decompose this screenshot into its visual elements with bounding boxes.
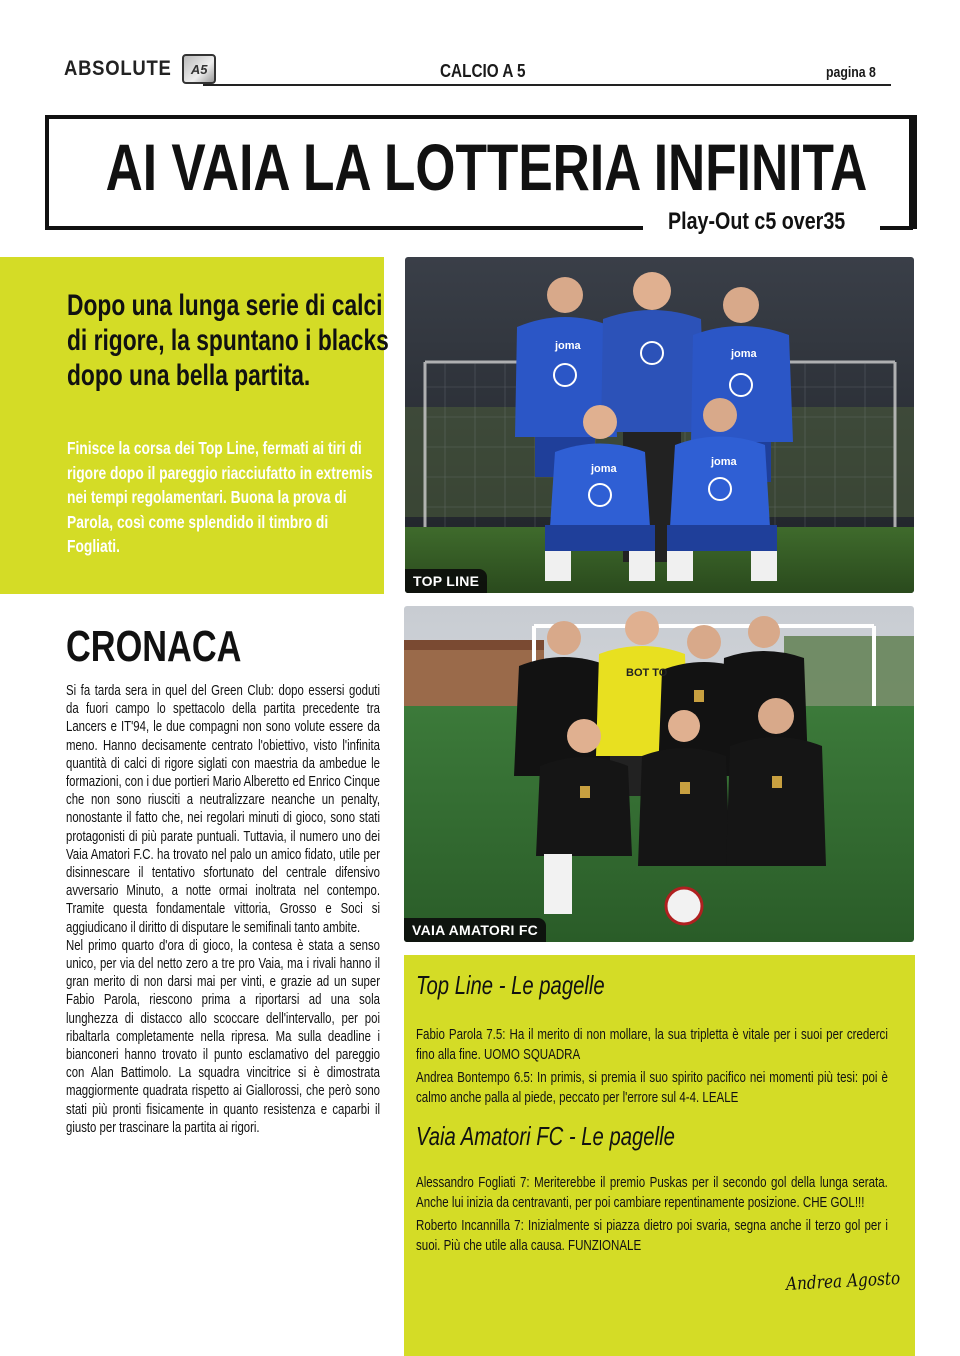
pagella-item: Roberto Incannilla 7: Inizialmente si piazza dietro poi svaria, segna anche il terzo gol per i suoi. Più che utile alla causa. FUNZIONALE — [416, 1218, 888, 1254]
cronaca-paragraph: Si fa tarda sera in quel del Green Club: dopo essersi goduti da fuori campo lo spettacolo della partita precedente tra Lancers e IT'94, le due compagni non sono volute essere da meno. Hanno decisamente centrato l'obiettivo, visto l'infinita quantità di calci di rigore siglati con maestria da ambedue le formazioni, con i due portieri Mario Alberetto ed Enrico Cinque che non sono riusciti a neutralizzare neanche un penalty, nonostante il fatto che, nei regolari minuti di gioco, sono stati protagonisti di più parate puntuali. Tuttavia, il numero uno dei Vaia Amatori F.C. ha trovato nel palo un amico fidato, utile per disinnescare il tentativo sfortunato del centrale difensivo avversario Minuto, a notte ormai inoltrata nel contempo. Tramite questa fondamentale vittoria, Grosso e Soci si aggiudicano il diritto di disputare le semifinali tanto ambite. — [66, 683, 380, 936]
logo-badge: A5 — [182, 54, 216, 84]
ball-icon — [666, 888, 702, 924]
article-subtitle: Play-Out c5 over35 — [668, 208, 846, 235]
pagelle-box — [404, 955, 915, 1356]
cronaca-paragraph: Nel primo quarto d'ora di gioco, la contesa è stata a senso unico, per via del netto zero a tre pro Vaia, ma i rivali hanno il gran merito di non darsi mai per vinti, e grazie ad un super Fabio Parola, riescono prima a riportarsi ad una sola lunghezza di distacco allo scoccare dell'intervallo, per poi ribaltarla completamente nella ripresa. Ma sulla deadline i bianconeri hanno trovato il punto esclamativo del pareggio con Alan Battimolo. La squadra vincitrice si è dimostrata maggiormente quadrata rispetto ai Giallorossi, che però sono stati più pronti fisicamente in quanto resistenza e caparbi il giusto per trascinare la partita ai rigori. — [66, 937, 380, 1136]
article-title: AI VAIA LA LOTTERIA INFINITA — [105, 130, 868, 204]
page-number: pagina 8 — [826, 64, 876, 81]
team-photo-top-line — [405, 257, 914, 593]
pagella-item: Alessandro Fogliati 7: Meriterebbe il premio Puskas per il secondo gol della lunga serata. Anche lui inizia da centravanti, per poi cambiare repentinamente posizione. CHE GOL!!! — [416, 1175, 888, 1211]
photo-caption-vaia — [404, 918, 546, 942]
author-signature: Andrea Agosto — [785, 1268, 901, 1295]
jersey-brand: joma — [731, 348, 757, 360]
logo-text: ABSOLUTE — [64, 57, 172, 80]
cronaca-body — [66, 682, 380, 1137]
pagelle-vaia-title: Vaia Amatori FC - Le pagelle — [416, 1121, 675, 1151]
caption-text: TOP LINE — [413, 573, 480, 589]
photo-vaia-amatori — [404, 606, 914, 942]
photo-top-line — [405, 257, 914, 593]
jersey-brand: joma — [591, 463, 617, 475]
caption-text: VAIA AMATORI FC — [412, 922, 539, 938]
section-title: CALCIO A 5 — [440, 61, 526, 81]
pagella-item: Andrea Bontempo 6.5: In primis, si premia il suo spirito pacifico nei momenti più tesi: poi è calmo anche palla al piede, peccato per l'errore sul 4-4. LEALE — [416, 1070, 888, 1106]
pagelle-top-line-title: Top Line - Le pagelle — [416, 970, 605, 1000]
header-rule — [203, 84, 891, 86]
magazine-logo — [64, 52, 216, 86]
jersey-sponsor: BOT TO — [626, 667, 668, 679]
jersey-brand: joma — [555, 340, 581, 352]
title-frame-edge — [909, 115, 913, 230]
pagelle-top-line-list — [416, 1026, 888, 1112]
team-photo-vaia-amatori — [404, 606, 914, 942]
cronaca-heading: CRONACA — [66, 622, 242, 671]
title-frame-rule — [45, 226, 643, 230]
pagella-item: Fabio Parola 7.5: Ha il merito di non mollare, la sua tripletta è vitale per i suoi per crederci fino alla fine. UOMO SQUADRA — [416, 1027, 888, 1063]
jersey-brand: joma — [711, 456, 737, 468]
intro-headline: Dopo una lunga serie di calci di rigore, la spuntano i blacks dopo una bella partita. — [67, 289, 389, 392]
photo-caption-top-line — [405, 569, 487, 593]
intro-summary: Finisce la corsa dei Top Line, fermati ai tiri di rigore dopo il pareggio riacciufatto in extremis nei tempi regolamentari. Buona la prova di Parola, così come splendido il timbro di Fogliati. — [67, 438, 373, 556]
pagelle-vaia-list — [416, 1174, 888, 1260]
